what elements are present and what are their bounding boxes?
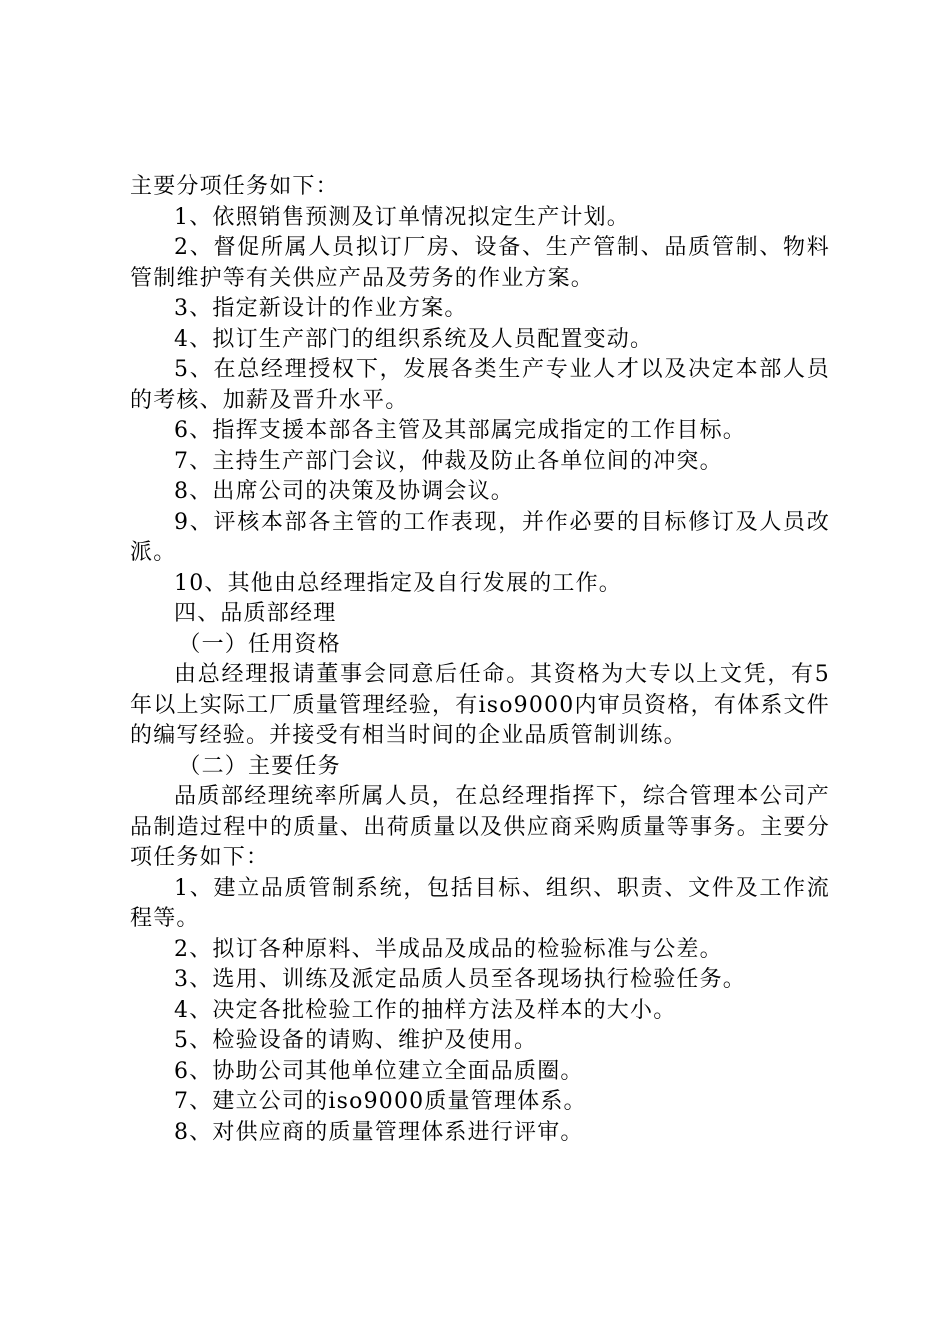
list-item: 7、建立公司的iso9000质量管理体系。 bbox=[174, 1089, 587, 1114]
subsection-heading: （一）任用资格 bbox=[178, 631, 341, 657]
paragraph: 由总经理报请董事会同意后任命。其资格为大专以上文凭，有5年以上实际工厂质量管理经验，有iso9000内审员资格，有体系文件的编写经验。并接受有相当时间的企业品质管制训练。 bbox=[130, 662, 830, 748]
list-item: 5、检验设备的请购、维护及使用。 bbox=[174, 1028, 538, 1053]
list-item: 8、对供应商的质量管理体系进行评审。 bbox=[174, 1119, 584, 1145]
list-item: 2、督促所属人员拟订厂房、设备、生产管制、品质管制、物料管制维护等有关供应产品及劳务的作业方案。 bbox=[130, 235, 830, 291]
list-item: 6、协助公司其他单位建立全面品质圈。 bbox=[174, 1058, 584, 1084]
list-item: 2、拟订各种原料、半成品及成品的检验标准与公差。 bbox=[174, 936, 723, 962]
list-item: 3、指定新设计的作业方案。 bbox=[174, 296, 468, 321]
list-item: 8、出席公司的决策及协调会议。 bbox=[174, 479, 514, 504]
paragraph: 品质部经理统率所属人员，在总经理指挥下，综合管理本公司产品制造过程中的质量、出荷质量以及供应商采购质量等事务。主要分项任务如下： bbox=[130, 784, 830, 870]
list-item: 6、指挥支援本部各主管及其部属完成指定的工作目标。 bbox=[174, 418, 746, 443]
subsection-heading: （二）主要任务 bbox=[178, 753, 341, 779]
list-item: 1、依照销售预测及订单情况拟定生产计划。 bbox=[174, 204, 630, 230]
list-item: 1、建立品质管制系统，包括目标、组织、职责、文件及工作流程等。 bbox=[130, 875, 830, 931]
section-heading: 四、品质部经理 bbox=[174, 601, 337, 626]
list-item: 5、在总经理授权下，发展各类生产专业人才以及决定本部人员的考核、加薪及晋升水平。 bbox=[130, 357, 830, 413]
list-item: 4、拟订生产部门的组织系统及人员配置变动。 bbox=[174, 326, 654, 352]
paragraph: 主要分项任务如下： bbox=[130, 174, 339, 199]
list-item: 3、选用、训练及派定品质人员至各现场执行检验任务。 bbox=[174, 967, 746, 992]
document-body bbox=[130, 172, 830, 1148]
list-item: 9、评核本部各主管的工作表现，并作必要的目标修订及人员改派。 bbox=[130, 509, 830, 565]
list-item: 4、决定各批检验工作的抽样方法及样本的大小。 bbox=[174, 997, 677, 1023]
list-item: 10、其他由总经理指定及自行发展的工作。 bbox=[174, 570, 622, 596]
list-item: 7、主持生产部门会议，仲裁及防止各单位间的冲突。 bbox=[174, 448, 723, 474]
